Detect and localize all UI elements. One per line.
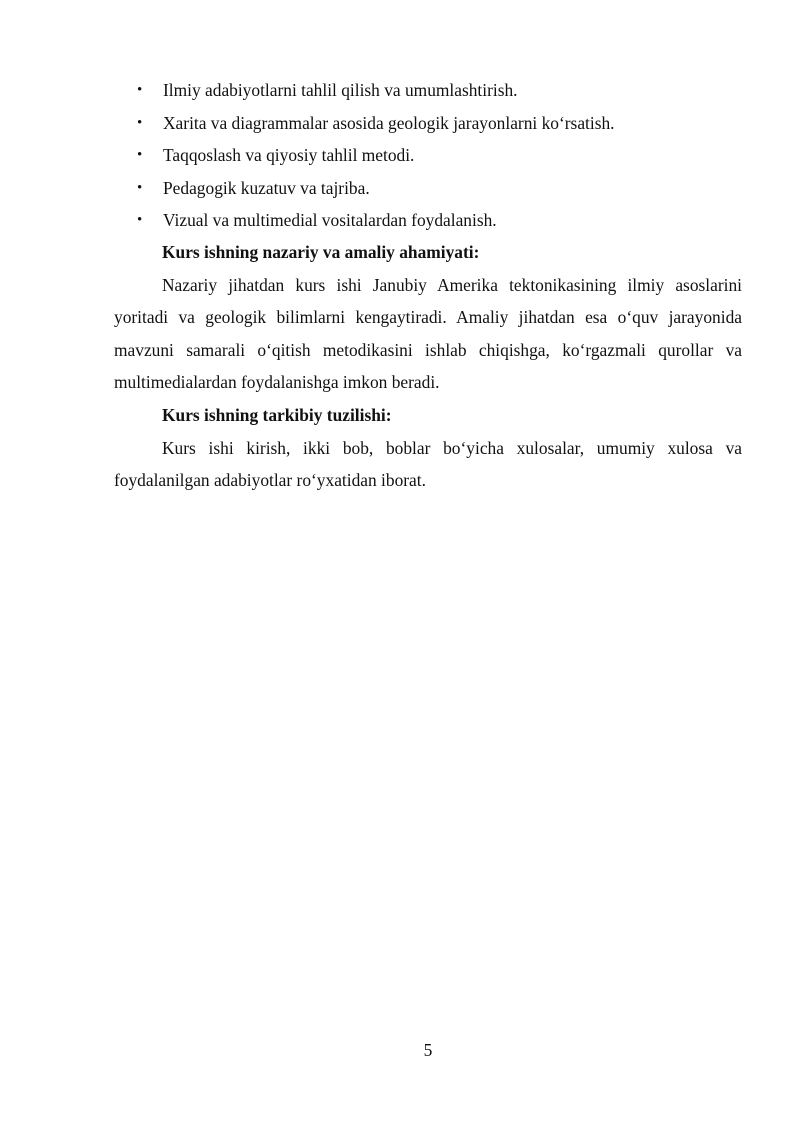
- list-item-text: Vizual va multimedial vositalardan foydalanish.: [163, 210, 497, 230]
- bullet-icon: •: [137, 179, 143, 196]
- list-item: [114, 74, 742, 107]
- importance-paragraph: Nazariy jihatdan kurs ishi Janubiy Amerika tektonikasining ilmiy asoslarini yoritadi va geologik bilimlarni kengaytiradi. Amaliy jihatdan esa o‘quv jarayonida mavzuni samarali o‘qitish metodikasini ishlab chiqishga, ko‘rgazmali qurollar va multimedialardan foydalanishga imkon beradi.: [114, 274, 742, 393]
- list-item-text: Pedagogik kuzatuv va tajriba.: [163, 177, 370, 198]
- page-number: 5: [423, 1040, 433, 1060]
- importance-heading: Kurs ishning nazariy va amaliy ahamiyati:: [162, 242, 480, 262]
- list-item: [114, 204, 742, 237]
- structure-section: [114, 399, 742, 497]
- bullet-icon: •: [137, 82, 143, 98]
- list-item: [114, 107, 742, 140]
- bullet-icon: •: [137, 147, 143, 163]
- bullet-icon: •: [137, 114, 143, 131]
- list-item: [114, 172, 742, 205]
- structure-paragraph: Kurs ishi kirish, ikki bob, boblar bo‘yicha xulosalar, umumiy xulosa va foydalanilgan adabiyotlar ro‘yxatidan iborat.: [114, 437, 742, 491]
- methods-bullet-list: [114, 74, 742, 237]
- list-item-text: Taqqoslash va qiyosiy tahlil metodi.: [163, 145, 415, 165]
- structure-heading: Kurs ishning tarkibiy tuzilishi:: [162, 405, 392, 425]
- list-item-text: Ilmiy adabiyotlarni tahlil qilish va umumlashtirish.: [163, 80, 518, 100]
- importance-section: [114, 236, 742, 399]
- list-item-text: Xarita va diagrammalar asosida geologik jarayonlarni ko‘rsatish.: [163, 112, 615, 133]
- list-item: [114, 139, 742, 172]
- bullet-icon: •: [137, 212, 143, 228]
